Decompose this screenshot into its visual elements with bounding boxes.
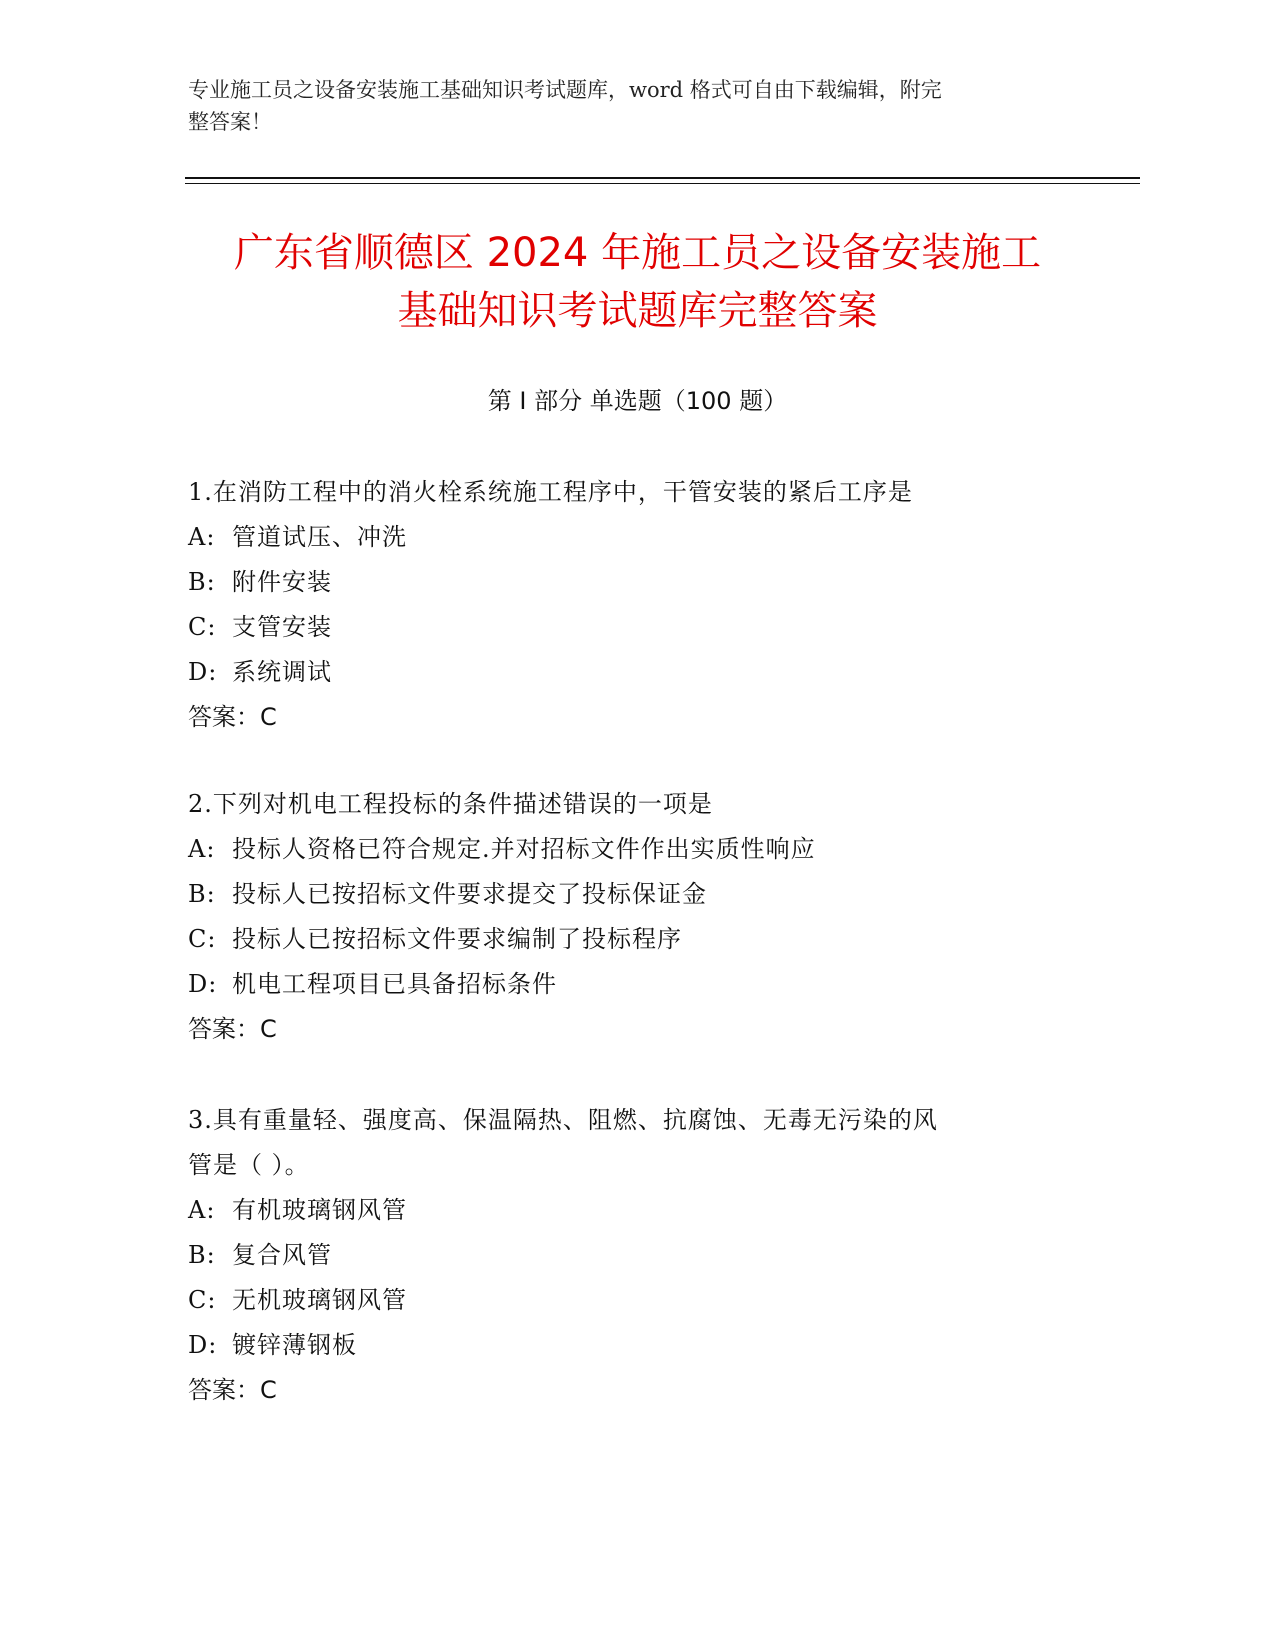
option-letter: C: bbox=[188, 925, 217, 953]
question-stem bbox=[188, 470, 1088, 515]
section-heading: 第 I 部分 单选题（100 题） bbox=[487, 387, 788, 415]
option-d bbox=[188, 962, 1088, 1007]
option-text: 管道试压、冲洗 bbox=[232, 523, 407, 551]
option-text: 投标人资格已符合规定.并对招标文件作出实质性响应 bbox=[232, 835, 816, 863]
header-rule-thin bbox=[185, 183, 1140, 184]
option-letter: B: bbox=[188, 568, 216, 596]
option-letter: D: bbox=[188, 1331, 218, 1359]
option-c bbox=[188, 917, 1088, 962]
question-3 bbox=[188, 1098, 1088, 1413]
option-c bbox=[188, 1278, 1088, 1323]
option-letter: C: bbox=[188, 613, 217, 641]
option-letter: C: bbox=[188, 1286, 217, 1314]
title-line-1: 广东省顺德区 2024 年施工员之设备安装施工 bbox=[233, 230, 1042, 276]
answer: 答案：C bbox=[188, 1376, 277, 1404]
answer: 答案：C bbox=[188, 1015, 277, 1043]
question-stem-line: 1.在消防工程中的消火栓系统施工程序中，干管安装的紧后工序是 bbox=[188, 478, 913, 506]
header-rule-thick bbox=[185, 177, 1140, 179]
option-d bbox=[188, 650, 1088, 695]
option-text: 系统调试 bbox=[232, 658, 332, 686]
option-letter: A: bbox=[188, 1196, 216, 1224]
option-text: 镀锌薄钢板 bbox=[232, 1331, 357, 1359]
title-line-2: 基础知识考试题库完整答案 bbox=[397, 288, 878, 334]
option-text: 投标人已按招标文件要求提交了投标保证金 bbox=[232, 880, 707, 908]
option-letter: A: bbox=[188, 835, 216, 863]
option-letter: D: bbox=[188, 970, 218, 998]
header-note bbox=[188, 74, 1068, 138]
answer: 答案：C bbox=[188, 703, 277, 731]
question-stem-line: 2.下列对机电工程投标的条件描述错误的一项是 bbox=[188, 790, 713, 818]
option-letter: B: bbox=[188, 1241, 216, 1269]
option-text: 附件安装 bbox=[232, 568, 332, 596]
option-a bbox=[188, 827, 1088, 872]
question-stem-line: 3.具有重量轻、强度高、保温隔热、阻燃、抗腐蚀、无毒无污染的风 bbox=[188, 1106, 938, 1134]
question-stem-line: 管是（ ）。 bbox=[188, 1151, 310, 1179]
question-stem bbox=[188, 782, 1088, 827]
option-d bbox=[188, 1323, 1088, 1368]
option-text: 支管安装 bbox=[232, 613, 332, 641]
header-note-line-1: 专业施工员之设备安装施工基础知识考试题库，word 格式可自由下载编辑，附完 bbox=[188, 78, 942, 102]
option-letter: B: bbox=[188, 880, 216, 908]
option-a bbox=[188, 1188, 1088, 1233]
option-text: 复合风管 bbox=[232, 1241, 332, 1269]
option-text: 有机玻璃钢风管 bbox=[232, 1196, 407, 1224]
option-text: 投标人已按招标文件要求编制了投标程序 bbox=[232, 925, 682, 953]
option-b bbox=[188, 872, 1088, 917]
header-note-line-2: 整答案！ bbox=[188, 110, 272, 134]
option-letter: A: bbox=[188, 523, 216, 551]
option-text: 无机玻璃钢风管 bbox=[232, 1286, 407, 1314]
question-2 bbox=[188, 782, 1088, 1052]
option-c bbox=[188, 605, 1088, 650]
option-b bbox=[188, 1233, 1088, 1278]
option-letter: D: bbox=[188, 658, 218, 686]
option-text: 机电工程项目已具备招标条件 bbox=[232, 970, 557, 998]
question-1 bbox=[188, 470, 1088, 740]
question-list bbox=[188, 470, 1088, 1455]
option-b bbox=[188, 560, 1088, 605]
option-a bbox=[188, 515, 1088, 560]
question-stem bbox=[188, 1098, 1088, 1188]
document-title bbox=[150, 224, 1125, 340]
